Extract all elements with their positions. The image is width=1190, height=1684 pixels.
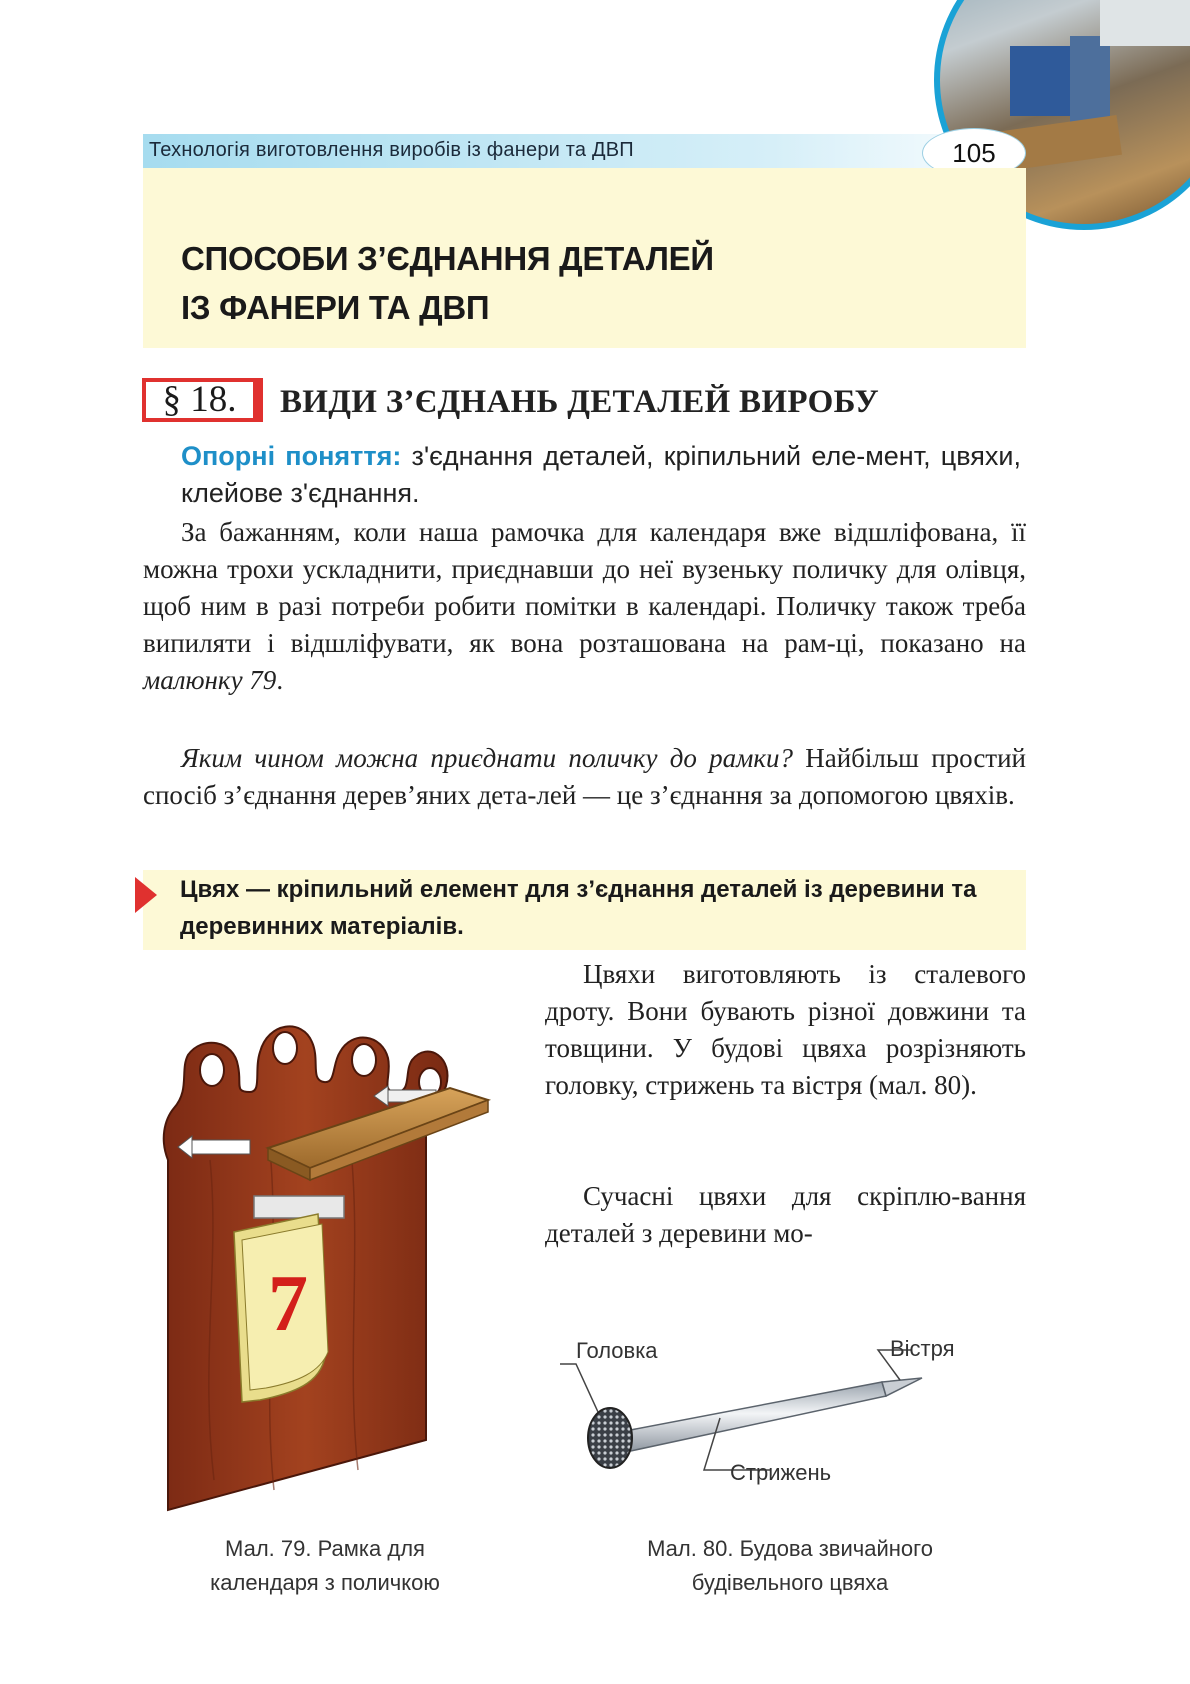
paragraph-title: ВИДИ З’ЄДНАНЬ ДЕТАЛЕЙ ВИРОБУ [280,384,880,420]
section-title-line-1: СПОСОБИ З’ЄДНАННЯ ДЕТАЛЕЙ [181,240,714,277]
definition-marker-icon [135,877,157,913]
key-concepts-label: Опорні поняття: [181,441,402,471]
label-head: Головка [576,1338,658,1363]
body-paragraph-3: Цвяхи виготовляють із сталевого дроту. Вони бувають різної довжини та товщини. У будові цвяха розрізняють головку, стрижень та вістря (мал. 80). [545,959,1026,1100]
figure-79-calendar-frame [150,1000,500,1520]
running-head: Технологія виготовлення виробів із фанери та ДВП [149,139,634,161]
section-title [181,234,714,332]
definition-text: Цвях — кріпильний елемент для з’єднання деталей із деревини та деревинних матеріалів. [180,876,977,940]
body-paragraph-1: За бажанням, коли наша рамочка для календаря вже відшліфована, її можна трохи ускладнити, приєднавши до неї вузеньку поличку для олівця, щоб ним в разі потреби робити помітки в календарі. Поличку також треба випиляти і відшліфувати, як вона розташована на рам-ці, показано на малюнку 79. [143,517,1026,695]
paragraph-number: § 18. [142,378,263,422]
figure-80-caption: Мал. 80. Будова звичайного будівельного цвяха [647,1536,933,1595]
key-concepts [181,438,1021,512]
question-text: Яким чином можна приєднати поличку до рамки? [181,743,793,773]
body-paragraph-4: Сучасні цвяхи для скріплю-вання деталей з деревини мо- [545,1181,1026,1248]
figure-reference: малюнку 79 [143,665,277,695]
figure-79-caption: Мал. 79. Рамка для календаря з поличкою [210,1536,440,1595]
label-tip: Вістря [890,1336,955,1361]
key-concepts-text: з'єднання деталей, кріпильний еле-мент, цвяхи, клейове з'єднання. [181,441,1021,508]
page-number: 105 [922,128,1026,178]
label-shaft: Стрижень [730,1460,832,1485]
calendar-digit: 7 [268,1260,308,1348]
section-title-line-2: ІЗ ФАНЕРИ ТА ДВП [181,289,490,326]
body-paragraph-2: Яким чином можна приєднати поличку до рамки? Найбільш простий спосіб з’єднання дерев’яних дета-лей — це з’єднання за допомогою цвяхів. [143,743,1026,810]
